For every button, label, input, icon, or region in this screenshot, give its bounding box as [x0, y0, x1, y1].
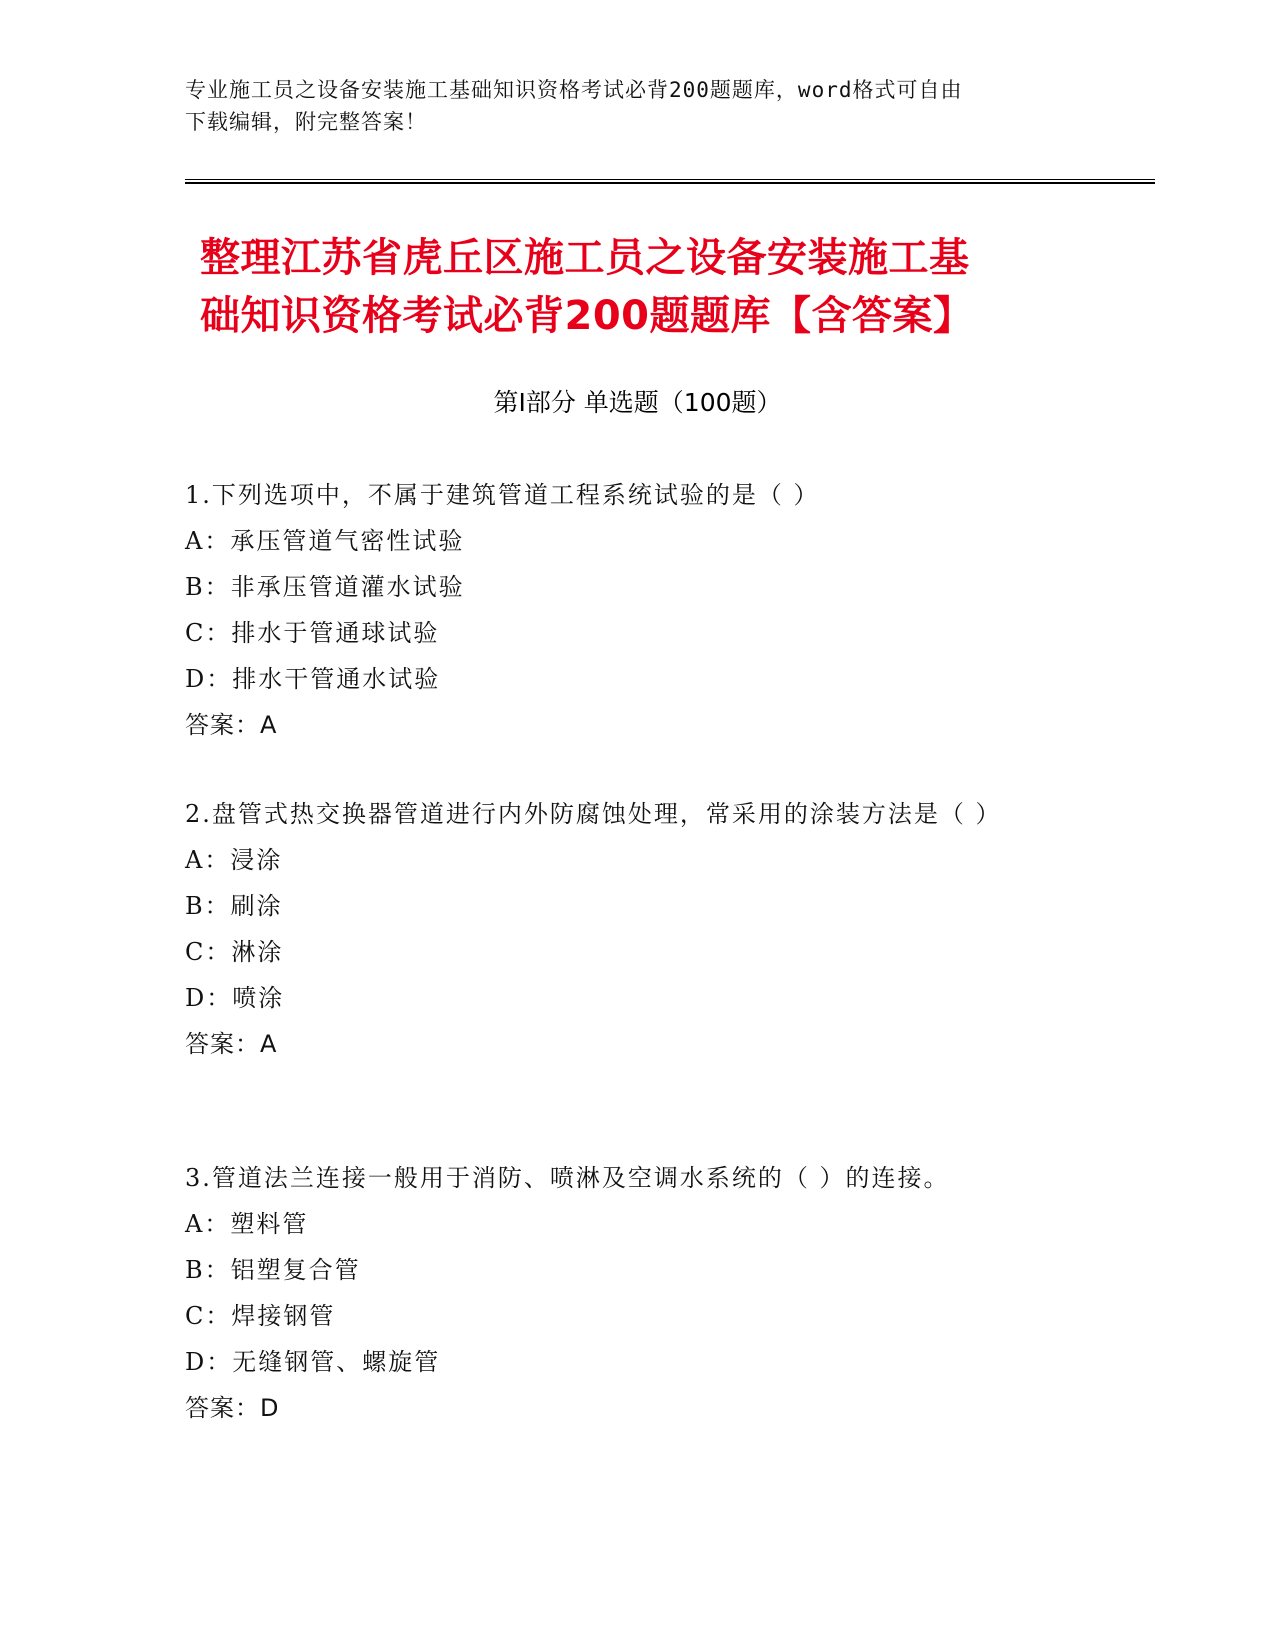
option-a: A：承压管道气密性试验	[185, 527, 465, 555]
option-c: C：淋涂	[185, 938, 284, 966]
header-divider-thin	[185, 179, 1155, 180]
document-title	[200, 229, 1100, 345]
option-b: B：刷涂	[185, 892, 283, 920]
option-d: D：排水干管通水试验	[185, 665, 441, 693]
option-c: C：焊接钢管	[185, 1302, 336, 1330]
answer-line: 答案：A	[185, 1030, 278, 1058]
question-stem: 1.下列选项中，不属于建筑管道工程系统试验的是（ ）	[185, 481, 820, 509]
question-3	[185, 1155, 1085, 1431]
option-c: C：排水于管通球试验	[185, 619, 440, 647]
answer-line: 答案：A	[185, 711, 278, 739]
question-stem: 3.管道法兰连接一般用于消防、喷淋及空调水系统的（ ）的连接。	[185, 1164, 950, 1192]
title-line-2: 础知识资格考试必背200题题库【含答案】	[200, 293, 974, 339]
option-d: D：喷涂	[185, 984, 285, 1012]
title-line-1: 整理江苏省虎丘区施工员之设备安装施工基	[200, 235, 970, 281]
option-b: B：非承压管道灌水试验	[185, 573, 465, 601]
option-b: B：铝塑复合管	[185, 1256, 361, 1284]
question-2	[185, 791, 1085, 1067]
question-1	[185, 472, 1085, 748]
document-header	[185, 74, 1085, 138]
header-line-2: 下载编辑，附完整答案！	[185, 110, 427, 134]
question-stem: 2.盘管式热交换器管道进行内外防腐蚀处理，常采用的涂装方法是（ ）	[185, 800, 1002, 828]
option-a: A：塑料管	[185, 1210, 309, 1238]
header-line-1: 专业施工员之设备安装施工基础知识资格考试必背200题题库，word格式可自由	[185, 78, 963, 102]
header-divider-thick	[185, 182, 1155, 184]
section-heading: 第Ⅰ部分 单选题（100题）	[493, 388, 782, 417]
answer-line: 答案：D	[185, 1394, 280, 1422]
option-d: D：无缝钢管、螺旋管	[185, 1348, 441, 1376]
option-a: A：浸涂	[185, 846, 283, 874]
